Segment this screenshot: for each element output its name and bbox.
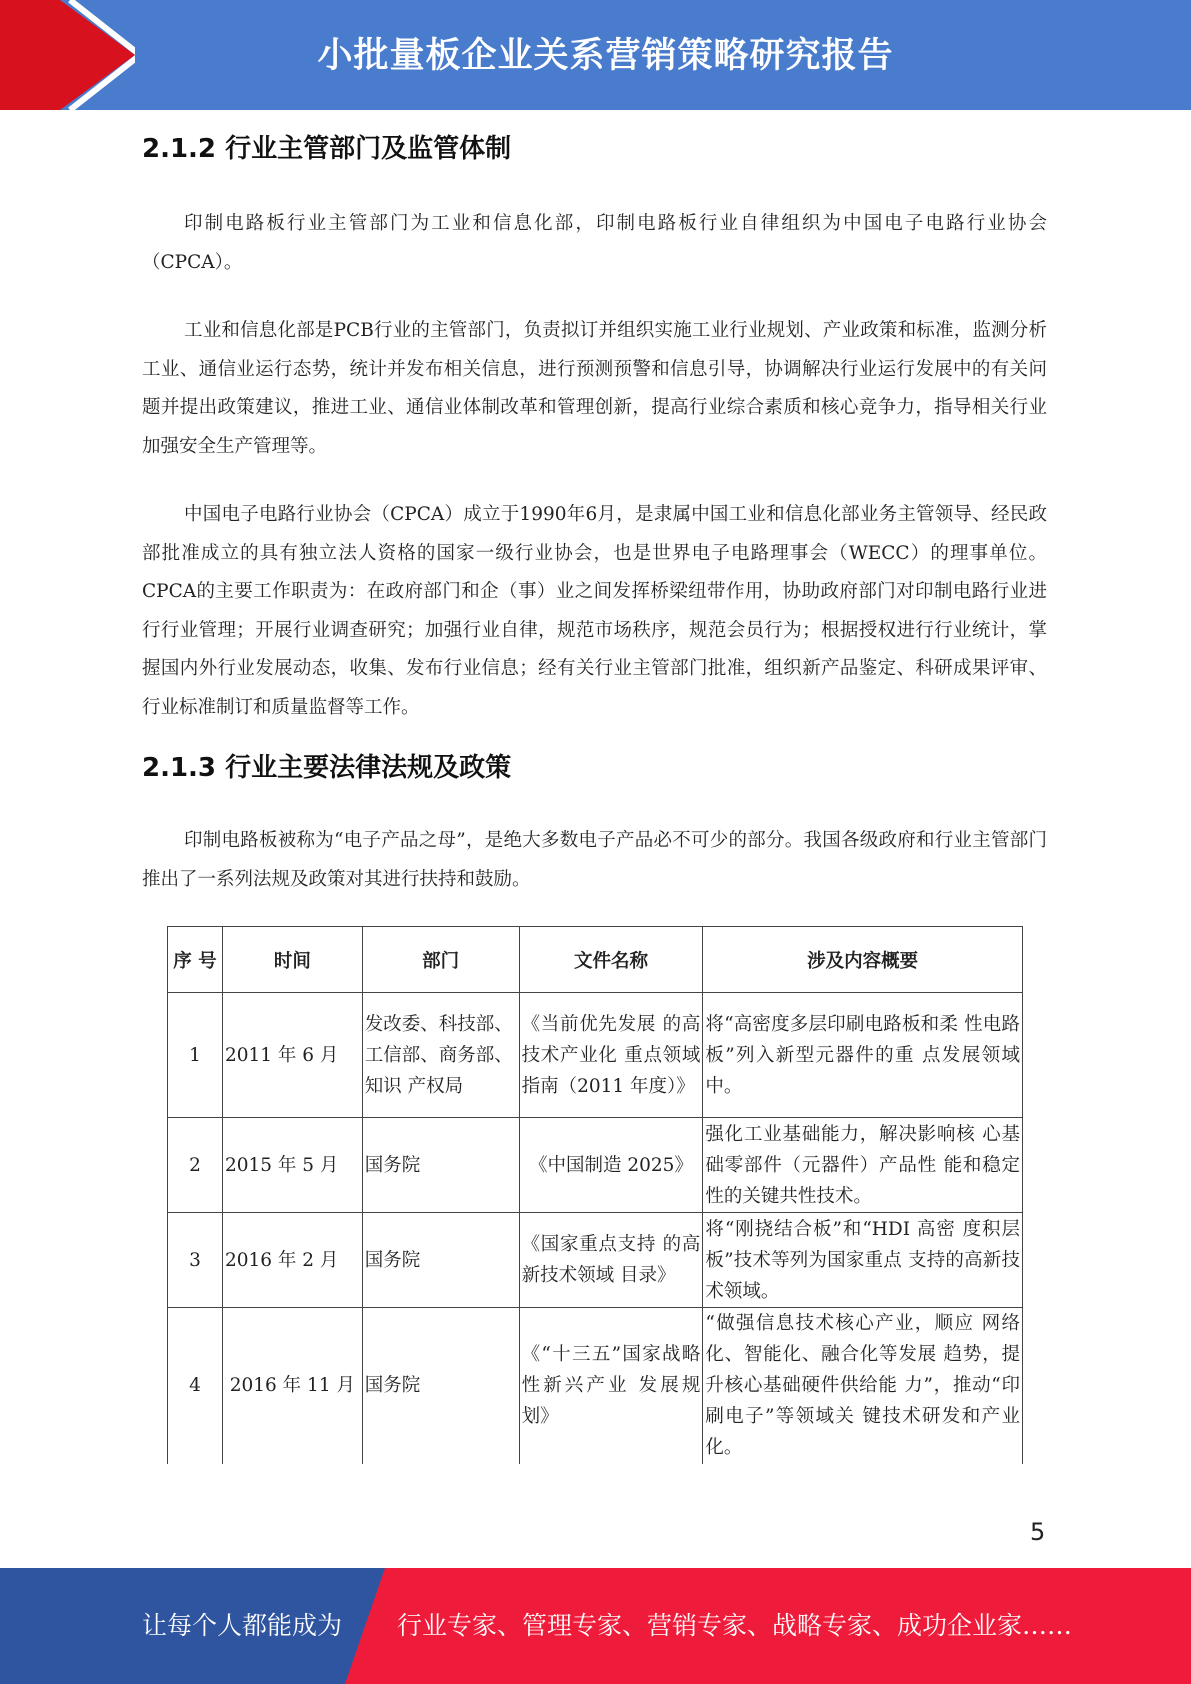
paragraph: 工业和信息化部是PCB行业的主管部门，负责拟订并组织实施工业行业规划、产业政策和标准，监测分析工业、通信业运行态势，统计并发布相关信息，进行预测预警和信息引导，协调解决行业运行发展中的有关问题并提出政策建议，推进工业、通信业体制改革和管理创新，提高行业综合素质和核心竞争力，指导相关行业加强安全生产管理等。 bbox=[142, 320, 1047, 457]
cell-dept: 国务院 bbox=[362, 1213, 519, 1308]
column-header-summary: 涉及内容概要 bbox=[703, 927, 1023, 993]
cell-dept: 国务院 bbox=[362, 1308, 519, 1464]
column-header-no: 序 号 bbox=[168, 927, 223, 993]
cell-time: 2015 年 5 月 bbox=[222, 1118, 362, 1213]
cell-doc: 《“十三五”国家战略性新兴产业 发展规划》 bbox=[519, 1308, 703, 1464]
cell-summary: “做强信息技术核心产业，顺应 网络化、智能化、融合化等发展 趋势，提升核心基础硬件供给能 力”，推动“印刷电子”等领域关 键技术研发和产业化。 bbox=[703, 1308, 1023, 1464]
cell-dept: 发改委、科技部、工信部、商务部、知识 产权局 bbox=[362, 993, 519, 1118]
section-heading-2-1-2: 2.1.2 行业主管部门及监管体制 bbox=[142, 134, 512, 164]
table-row bbox=[168, 1308, 1023, 1464]
cell-summary: 将“高密度多层印刷电路板和柔 性电路板”列入新型元器件的重 点发展领域中。 bbox=[703, 993, 1023, 1118]
footer-slogan-left: 让每个人都能成为 bbox=[142, 1611, 343, 1640]
column-header-dept: 部门 bbox=[362, 927, 519, 993]
cell-time: 2016 年 11 月 bbox=[222, 1308, 362, 1464]
section-heading-2-1-3: 2.1.3 行业主要法律法规及政策 bbox=[142, 753, 512, 783]
main-content bbox=[142, 128, 1047, 899]
cell-no: 1 bbox=[168, 993, 223, 1118]
cell-doc: 《当前优先发展 的高技术产业化 重点领域指南（2011 年度）》 bbox=[519, 993, 703, 1118]
page-footer bbox=[0, 1568, 1191, 1684]
cell-doc: 《国家重点支持 的高新技术领域 目录》 bbox=[519, 1213, 703, 1308]
table-row bbox=[168, 1118, 1023, 1213]
cell-no: 3 bbox=[168, 1213, 223, 1308]
footer-slogan-right: 行业专家、管理专家、营销专家、战略专家、成功企业家…… bbox=[397, 1611, 1073, 1640]
cell-no: 4 bbox=[168, 1308, 223, 1464]
table-row bbox=[168, 1213, 1023, 1308]
column-header-time: 时间 bbox=[222, 927, 362, 993]
paragraph: 印制电路板行业主管部门为工业和信息化部，印制电路板行业自律组织为中国电子电路行业协会（CPCA）。 bbox=[142, 213, 1047, 273]
cell-dept: 国务院 bbox=[362, 1118, 519, 1213]
cell-time: 2016 年 2 月 bbox=[222, 1213, 362, 1308]
report-title: 小批量板企业关系营销策略研究报告 bbox=[317, 36, 894, 76]
cell-summary: 将“刚挠结合板”和“HDI 高密 度积层板”技术等列为国家重点 支持的高新技术领域。 bbox=[703, 1213, 1023, 1308]
paragraph: 中国电子电路行业协会（CPCA）成立于1990年6月，是隶属中国工业和信息化部业务主管领导、经民政部批准成立的具有独立法人资格的国家一级行业协会，也是世界电子电路理事会（WECC）的理事单位。CPCA的主要工作职责为：在政府部门和企（事）业之间发挥桥梁纽带作用，协助政府部门对印制电路行业进行行业管理；开展行业调查研究；加强行业自律，规范市场秩序，规范会员行为；根据授权进行行业统计，掌握国内外行业发展动态，收集、发布行业信息；经有关行业主管部门批准，组织新产品鉴定、科研成果评审、行业标准制订和质量监督等工作。 bbox=[142, 504, 1047, 718]
cell-summary: 强化工业基础能力，解决影响核 心基础零部件（元器件）产品性 能和稳定性的关键共性技术。 bbox=[703, 1118, 1023, 1213]
column-header-doc: 文件名称 bbox=[519, 927, 703, 993]
table-header-row bbox=[168, 927, 1023, 993]
paragraph: 印制电路板被称为“电子产品之母”，是绝大多数电子产品必不可少的部分。我国各级政府和行业主管部门推出了一系列法规及政策对其进行扶持和鼓励。 bbox=[142, 830, 1047, 890]
cell-doc: 《中国制造 2025》 bbox=[519, 1118, 703, 1213]
table-row bbox=[168, 993, 1023, 1118]
page-header bbox=[0, 0, 1191, 110]
cell-time: 2011 年 6 月 bbox=[222, 993, 362, 1118]
policy-table bbox=[167, 926, 1023, 1464]
page-number: 5 bbox=[1030, 1518, 1046, 1546]
cell-no: 2 bbox=[168, 1118, 223, 1213]
